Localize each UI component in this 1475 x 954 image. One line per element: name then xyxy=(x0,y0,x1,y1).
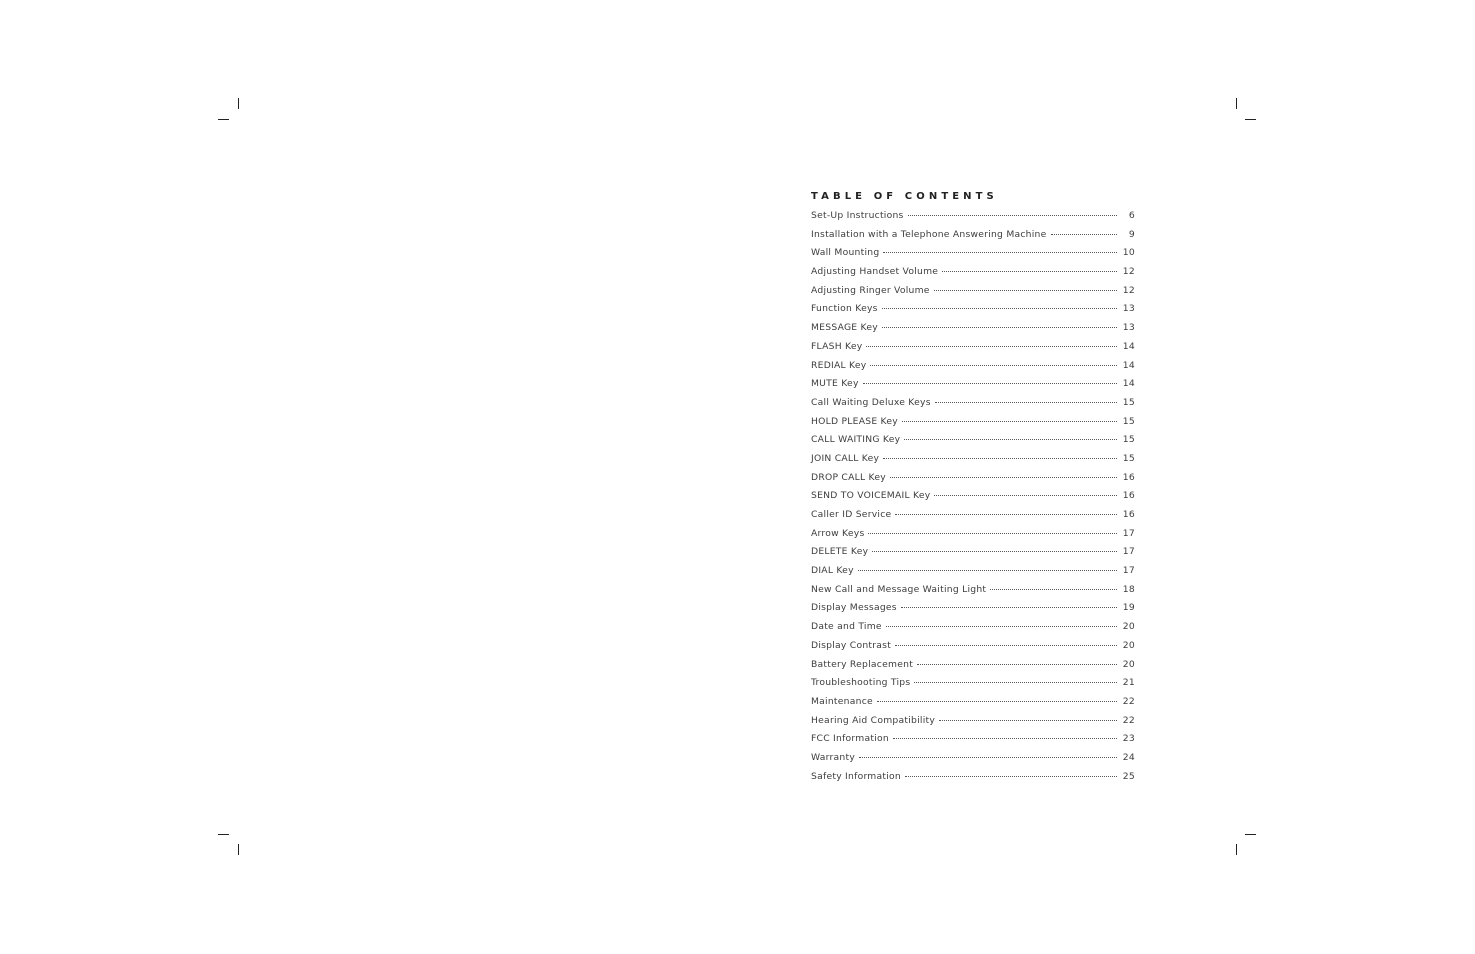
toc-entry-label: JOIN CALL Key xyxy=(811,452,880,464)
toc-dot-leader xyxy=(901,606,1117,608)
toc-entry-page-number: 17 xyxy=(1122,546,1135,558)
crop-mark-top-left-vertical xyxy=(238,98,239,109)
toc-entry-label: Function Keys xyxy=(811,303,878,315)
toc-dot-leader xyxy=(1051,233,1117,235)
toc-entry xyxy=(811,285,1135,304)
toc-dot-leader xyxy=(904,438,1116,440)
toc-entry-label: Set-Up Instructions xyxy=(811,210,904,221)
toc-entry xyxy=(811,378,1135,397)
toc-entry-page-number: 20 xyxy=(1122,639,1135,651)
toc-entry-page-number: 9 xyxy=(1128,228,1135,240)
toc-entry xyxy=(811,771,1135,790)
toc-dot-leader xyxy=(890,476,1117,478)
toc-entry-label: SEND TO VOICEMAIL Key xyxy=(811,490,931,502)
toc-entry-label: Troubleshooting Tips xyxy=(811,677,911,689)
toc-dot-leader xyxy=(859,756,1117,758)
toc-entry-page-number: 15 xyxy=(1122,452,1135,464)
table-of-contents xyxy=(811,190,1135,789)
toc-entry-label: Display Contrast xyxy=(811,639,892,651)
toc-dot-leader xyxy=(868,532,1116,534)
toc-entry-page-number: 17 xyxy=(1122,565,1135,577)
toc-entry xyxy=(811,229,1135,248)
toc-entry-label: Adjusting Handset Volume xyxy=(811,266,939,278)
toc-entry-page-number: 16 xyxy=(1122,509,1135,520)
toc-entry xyxy=(811,453,1135,472)
toc-list xyxy=(811,210,1135,789)
toc-entry xyxy=(811,509,1135,528)
toc-entry xyxy=(811,565,1135,584)
toc-dot-leader xyxy=(883,457,1117,459)
toc-dot-leader xyxy=(858,569,1117,571)
toc-entry-label: New Call and Message Waiting Light xyxy=(811,583,987,595)
toc-entry-label: CALL WAITING Key xyxy=(811,434,901,446)
toc-entry xyxy=(811,397,1135,416)
toc-entry-page-number: 16 xyxy=(1122,490,1135,502)
toc-dot-leader xyxy=(914,681,1116,683)
toc-entry xyxy=(811,546,1135,565)
toc-entry-page-number: 12 xyxy=(1122,284,1135,296)
toc-dot-leader xyxy=(883,251,1116,253)
toc-entry-page-number: 6 xyxy=(1128,210,1135,221)
crop-mark-bottom-right-vertical xyxy=(1236,844,1237,855)
toc-entry-label: DIAL Key xyxy=(811,565,854,577)
toc-entry xyxy=(811,733,1135,752)
toc-entry-page-number: 12 xyxy=(1122,266,1135,278)
toc-entry-label: Safety Information xyxy=(811,770,901,782)
toc-entry-page-number: 13 xyxy=(1122,303,1135,315)
toc-entry-label: Call Waiting Deluxe Keys xyxy=(811,396,931,408)
toc-entry xyxy=(811,584,1135,603)
toc-entry-label: Installation with a Telephone Answering Machine xyxy=(811,228,1047,240)
toc-entry-label: MESSAGE Key xyxy=(811,322,878,334)
toc-entry-label: Display Messages xyxy=(811,602,897,614)
toc-dot-leader xyxy=(934,494,1116,496)
toc-entry xyxy=(811,621,1135,640)
toc-entry-label: Caller ID Service xyxy=(811,509,892,520)
toc-entry-page-number: 14 xyxy=(1122,340,1135,352)
toc-entry xyxy=(811,490,1135,509)
toc-entry-label: FCC Information xyxy=(811,733,889,745)
toc-entry xyxy=(811,472,1135,491)
toc-dot-leader xyxy=(895,513,1116,515)
toc-entry-page-number: 15 xyxy=(1122,434,1135,446)
toc-entry-label: DELETE Key xyxy=(811,546,869,558)
toc-entry xyxy=(811,210,1135,229)
toc-entry xyxy=(811,659,1135,678)
crop-mark-top-right-horizontal xyxy=(1245,119,1256,120)
toc-entry-page-number: 20 xyxy=(1122,658,1135,670)
toc-dot-leader xyxy=(902,420,1117,422)
toc-entry-label: REDIAL Key xyxy=(811,359,867,371)
toc-dot-leader xyxy=(934,289,1117,291)
toc-entry-page-number: 13 xyxy=(1122,322,1135,334)
toc-entry xyxy=(811,602,1135,621)
toc-title: TABLE OF CONTENTS xyxy=(811,191,998,202)
toc-entry-page-number: 18 xyxy=(1122,583,1135,595)
toc-entry-page-number: 14 xyxy=(1122,359,1135,371)
crop-mark-bottom-left-vertical xyxy=(238,844,239,855)
toc-entry-page-number: 19 xyxy=(1122,602,1135,614)
toc-entry-page-number: 21 xyxy=(1122,677,1135,689)
toc-entry xyxy=(811,528,1135,547)
toc-entry xyxy=(811,752,1135,771)
toc-entry-page-number: 17 xyxy=(1122,527,1135,539)
toc-entry xyxy=(811,322,1135,341)
toc-entry-page-number: 15 xyxy=(1122,415,1135,427)
toc-dot-leader xyxy=(935,401,1117,403)
toc-entry-page-number: 22 xyxy=(1122,695,1135,707)
toc-entry xyxy=(811,303,1135,322)
crop-mark-top-left-horizontal xyxy=(218,119,229,120)
toc-entry-label: Battery Replacement xyxy=(811,658,914,670)
toc-entry-page-number: 14 xyxy=(1122,378,1135,390)
toc-entry xyxy=(811,677,1135,696)
toc-entry-page-number: 15 xyxy=(1122,396,1135,408)
toc-entry-label: Adjusting Ringer Volume xyxy=(811,284,930,296)
toc-entry-page-number: 22 xyxy=(1122,714,1135,726)
toc-entry-label: Wall Mounting xyxy=(811,247,880,259)
toc-entry-label: Date and Time xyxy=(811,621,882,633)
toc-dot-leader xyxy=(882,307,1117,309)
toc-dot-leader xyxy=(893,737,1117,739)
toc-entry-label: Warranty xyxy=(811,751,856,763)
toc-dot-leader xyxy=(990,588,1117,590)
toc-entry xyxy=(811,360,1135,379)
toc-entry-page-number: 16 xyxy=(1122,471,1135,483)
toc-dot-leader xyxy=(895,644,1117,646)
toc-entry xyxy=(811,715,1135,734)
toc-entry xyxy=(811,247,1135,266)
toc-entry xyxy=(811,696,1135,715)
toc-dot-leader xyxy=(905,775,1117,777)
toc-entry-label: FLASH Key xyxy=(811,340,863,352)
toc-entry-label: Maintenance xyxy=(811,695,873,707)
crop-mark-bottom-left-horizontal xyxy=(218,834,229,835)
crop-mark-bottom-right-horizontal xyxy=(1245,834,1256,835)
toc-dot-leader xyxy=(866,345,1116,347)
toc-dot-leader xyxy=(942,270,1117,272)
toc-dot-leader xyxy=(882,326,1117,328)
toc-entry-page-number: 23 xyxy=(1122,733,1135,745)
toc-entry xyxy=(811,341,1135,360)
toc-entry-label: HOLD PLEASE Key xyxy=(811,415,898,427)
toc-dot-leader xyxy=(863,382,1117,384)
toc-entry-label: MUTE Key xyxy=(811,378,859,390)
toc-entry-page-number: 24 xyxy=(1122,751,1135,763)
toc-entry-page-number: 10 xyxy=(1122,247,1135,259)
toc-dot-leader xyxy=(877,700,1117,702)
toc-entry-page-number: 20 xyxy=(1122,621,1135,633)
toc-entry xyxy=(811,640,1135,659)
crop-mark-top-right-vertical xyxy=(1236,98,1237,109)
toc-entry-label: DROP CALL Key xyxy=(811,471,886,483)
toc-entry-page-number: 25 xyxy=(1122,770,1135,782)
toc-dot-leader xyxy=(872,550,1116,552)
toc-dot-leader xyxy=(908,214,1117,216)
toc-entry xyxy=(811,416,1135,435)
toc-dot-leader xyxy=(939,719,1117,721)
toc-dot-leader xyxy=(870,364,1116,366)
toc-dot-leader xyxy=(886,625,1117,627)
toc-entry xyxy=(811,266,1135,285)
toc-entry xyxy=(811,434,1135,453)
toc-entry-label: Arrow Keys xyxy=(811,527,865,539)
toc-dot-leader xyxy=(917,663,1117,665)
toc-entry-label: Hearing Aid Compatibility xyxy=(811,714,936,726)
